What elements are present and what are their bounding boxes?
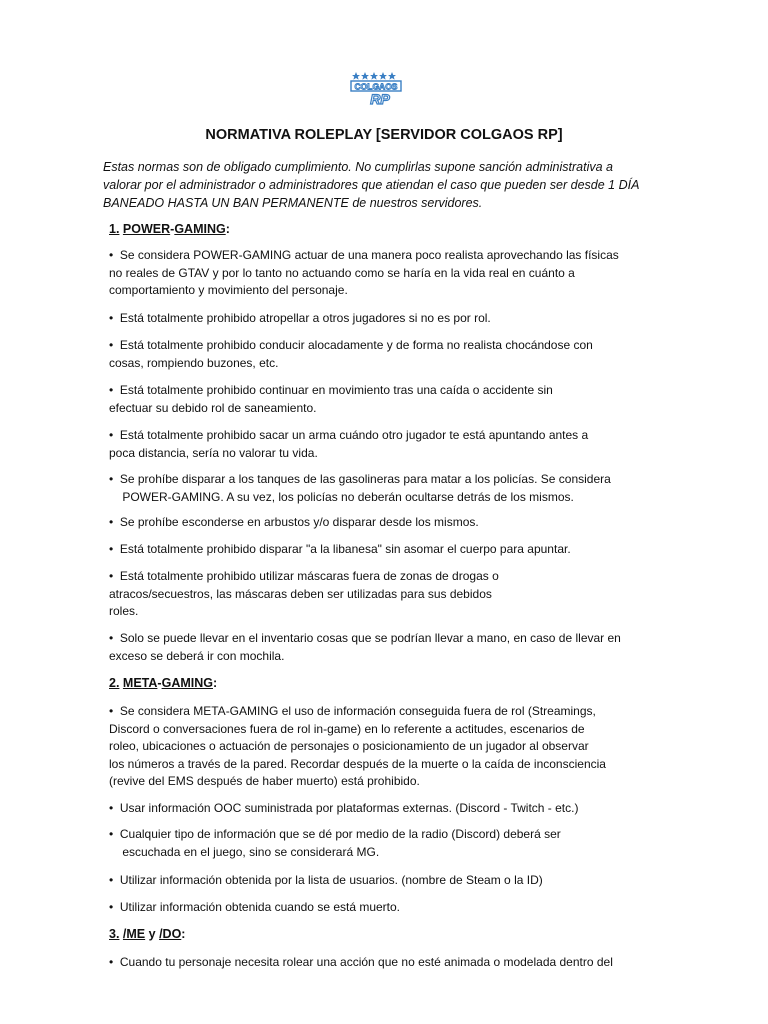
rule-item: • Se prohíbe esconderse en arbustos y/o disparar desde los mismos. [109,515,479,529]
section-heading-meta-gaming: 2. META-GAMING: [109,676,218,690]
rule-item: • Utilizar información obtenida cuando se está muerto. [109,900,401,914]
svg-text:COLGAOS: COLGAOS [354,81,398,92]
rule-item: • Cuando tu personaje necesita rolear una acción que no esté animada o modelada dentro del [109,955,613,969]
rule-item: • Está totalmente prohibido disparar "a la libanesa" sin asomar el cuerpo para apuntar. [109,542,571,556]
svg-text:RP: RP [370,91,390,106]
section-heading-me-do: 3. /ME y /DO: [109,927,186,941]
document-title: NORMATIVA ROLEPLAY [SERVIDOR COLGAOS RP] [205,127,563,143]
rule-item: • Está totalmente prohibido utilizar máscaras fuera de zonas de drogas o atracos/secuestros, las máscaras deben ser utilizadas para sus debidos roles. [109,569,499,619]
rule-item: • Se prohíbe disparar a los tanques de las gasolineras para matar a los policías. Se considera POWER-GAMING. A su vez, los policías no deberán ocultarse detrás de los mismos. [109,472,611,504]
rule-item: • Cualquier tipo de información que se dé por medio de la radio (Discord) deberá ser escuchada en el juego, sino se considerará MG. [109,827,561,859]
colgaos-rp-logo [350,70,402,106]
rule-item: • Solo se puede llevar en el inventario cosas que se podrían llevar a mano, en caso de llevar en exceso se deberá ir con mochila. [109,631,621,663]
rule-item: • Está totalmente prohibido continuar en movimiento tras una caída o accidente sin efectuar su debido rol de saneamiento. [109,383,553,415]
rule-item: • Usar información OOC suministrada por plataformas externas. (Discord - Twitch - etc.) [109,801,579,815]
rule-item: • Está totalmente prohibido conducir alocadamente y de forma no realista chocándose con cosas, rompiendo buzones, etc. [109,338,593,370]
section-heading-power-gaming: 1. POWER-GAMING: [109,222,230,236]
rule-item: • Está totalmente prohibido atropellar a otros jugadores si no es por rol. [109,311,491,325]
rule-item: • Utilizar información obtenida por la lista de usuarios. (nombre de Steam o la ID) [109,873,543,887]
rule-item: • Está totalmente prohibido sacar un arma cuándo otro jugador te está apuntando antes a poca distancia, sería no valorar tu vida. [109,428,589,460]
rule-item: • Se considera META-GAMING el uso de información conseguida fuera de rol (Streamings, Discord o conversaciones fuera de rol in-game) en lo referente a actitudes, escenarios de roleo, ubicaciones o actuación de personajes o posicionamiento de un jugador al observar los números a través de la pared. Recordar después de la muerte o la caída de inconsciencia (revive del EMS después de haber muerto) está prohibido. [109,704,606,789]
intro-paragraph: Estas normas son de obligado cumplimiento. No cumplirlas supone sanción administrativa a valorar por el administrador o administradores que atiendan el caso que pueden ser desde 1 DÍA BANEADO HASTA UN BAN PERMANENTE de nuestros servidores. [103,160,640,210]
rule-item: • Se considera POWER-GAMING actuar de una manera poco realista aprovechando las físicas no reales de GTAV y por lo tanto no actuando como se haría en la vida real en cuánto a comportamiento y movimiento del personaje. [109,248,619,298]
